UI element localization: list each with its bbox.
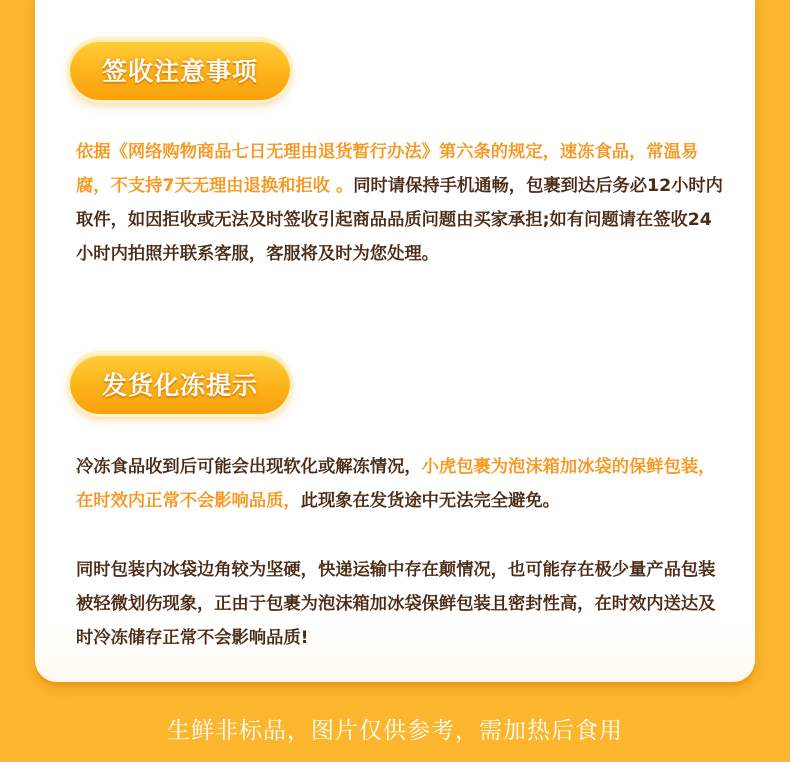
receipt-policy-rest: 同时请保持手机通畅，包裹到达后务必12小时内取件，如因拒收或无法及时签收引起商品品质问题由买家承担;如有问题请在签收24小时内拍照并联系客服，客服将及时为您处理。: [76, 176, 723, 264]
section-title-thaw: 发货化冻提示: [101, 371, 258, 400]
thaw-notice-paragraph-1: [76, 450, 724, 518]
footer-disclaimer: 生鲜非标品，图片仅供参考，需加热后食用: [167, 718, 623, 744]
section-title-badge-receipt: [70, 40, 290, 100]
section-title-badge-thaw: [70, 354, 290, 414]
thaw-text-after: 此现象在发货途中无法完全避免。: [300, 491, 560, 511]
receipt-policy-highlight: 依据《网络购物商品七日无理由退货暂行办法》第六条的规定，速冻食品，常温易腐，不支持7天无理由退换和拒收 。: [76, 142, 699, 196]
thaw-packaging-highlight: 小虎包裹为泡沫箱加冰袋的保鲜包装，在时效内正常不会影响品质，: [76, 457, 716, 511]
section-title-receipt: 签收注意事项: [101, 57, 258, 86]
thaw-text-before: 冷冻食品收到后可能会出现软化或解冻情况，: [76, 457, 422, 477]
thaw-notice-paragraph-2: 同时包装内冰袋边角较为坚硬，快递运输中存在颠情况，也可能存在极少量产品包装被轻微划伤现象，正由于包裹为泡沫箱加冰袋保鲜包装且密封性高，在时效内送达及时冷冻储存正常不会影响品质!: [76, 560, 716, 648]
receipt-notice-text: [76, 135, 724, 271]
